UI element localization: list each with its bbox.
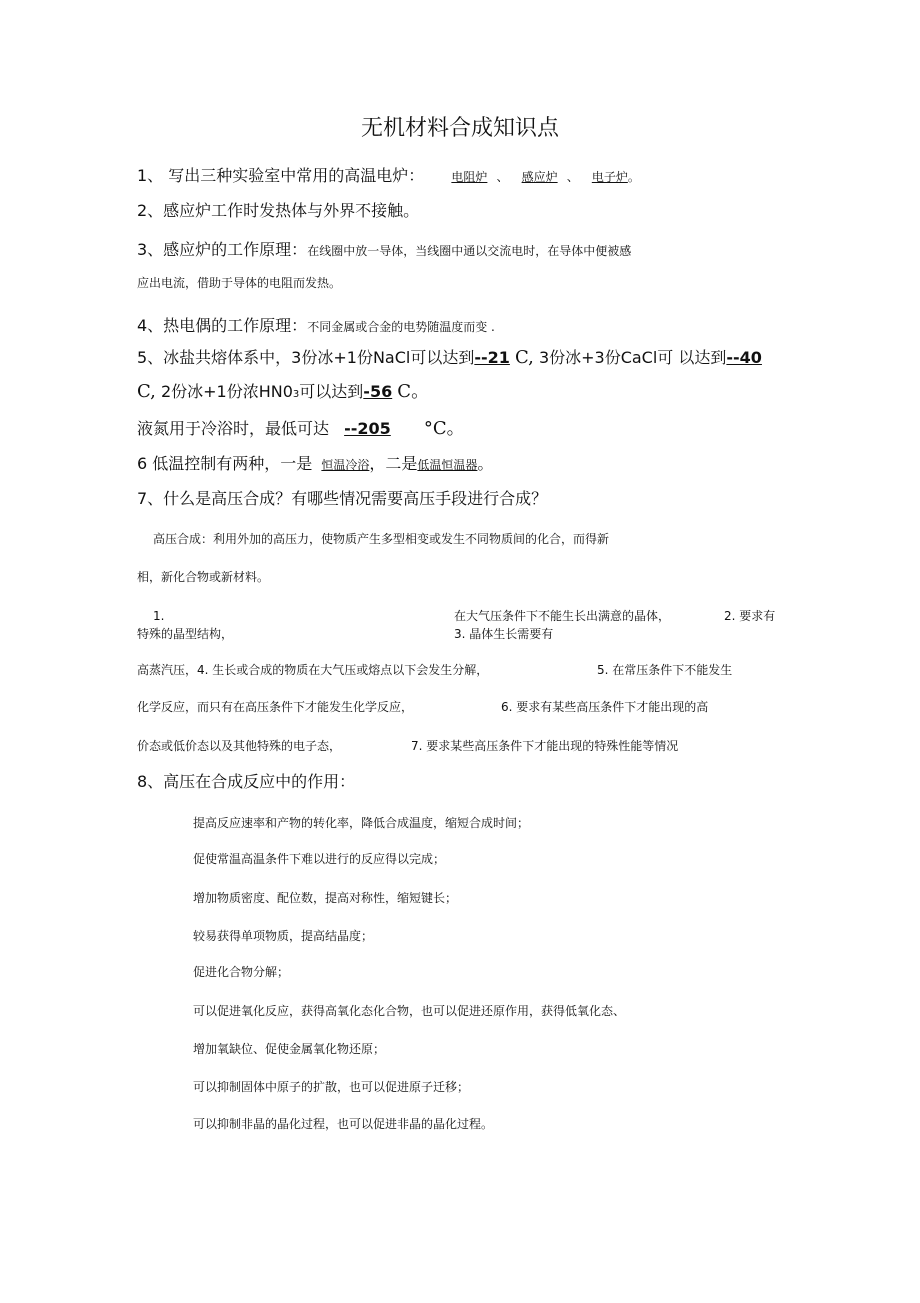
q8-item: 增加氧缺位、促使金属氧化物还原； xyxy=(193,1042,386,1056)
q7-list-5b: 7. 要求某些高压条件下才能出现的特殊性能等情况 xyxy=(411,739,679,753)
q3-line-1 xyxy=(137,240,631,259)
q1-line xyxy=(137,166,640,185)
q5-part-5: 液氮用于冷浴时，最低可达 xyxy=(137,419,330,438)
q5-value-1: --21 xyxy=(474,348,510,367)
q4-line xyxy=(137,316,495,335)
q8-item: 增加物质密度、配位数，提高对称性，缩短键长； xyxy=(193,891,458,905)
q1-answer-1: 电阻炉 xyxy=(451,170,488,184)
q8-heading: 8、高压在合成反应中的作用： xyxy=(137,772,356,791)
q3-line-2: 应出电流，借助于导体的电阻而发热。 xyxy=(137,276,342,290)
q1-sep-1: 、 xyxy=(496,170,509,184)
q4-text: 不同金属或合金的电势随温度而变 . xyxy=(307,320,495,334)
q7-list-5a: 价态或低价态以及其他特殊的电子态， xyxy=(137,739,342,753)
q7-definition-1: 高压合成：利用外加的高压力，使物质产生多型相变或发生不同物质间的化合，而得新 xyxy=(153,532,610,546)
q7-list-3a: 高蒸汽压，4. 生长或合成的物质在大气压或熔点以下会发生分解， xyxy=(137,663,489,677)
q7-list-1a: 1. xyxy=(153,609,165,623)
q1-end: 。 xyxy=(627,170,640,184)
q5-value-3: -56 xyxy=(363,382,393,401)
q6-part-2: ，二是 xyxy=(369,454,418,473)
q6-answer-1: 恒温冷浴 xyxy=(321,458,370,472)
q5-part-4: 可以达到 xyxy=(299,382,364,401)
q8-item: 促使常温高温条件下难以进行的反应得以完成； xyxy=(193,852,446,866)
q6-part-1: 6 低温控制有两种，一是 xyxy=(137,454,313,473)
q5-unit-4: °C。 xyxy=(423,418,465,439)
q5-line-3 xyxy=(137,418,465,440)
q8-item: 可以抑制非晶的晶化过程，也可以促进非晶的晶化过程。 xyxy=(193,1117,494,1131)
q8-item: 促进化合物分解； xyxy=(193,965,290,979)
q4-label: 4、热电偶的工作原理： xyxy=(137,316,308,335)
q2-line: 2、感应炉工作时发热体与外界不接触。 xyxy=(137,201,420,220)
q7-list-4a: 化学反应，而只有在高压条件下才能发生化学反应， xyxy=(137,700,414,714)
q5-line-1 xyxy=(137,347,762,369)
q1-prefix: 1、 写出三种实验室中常用的高温电炉： xyxy=(137,166,425,185)
q5-value-4: --205 xyxy=(344,419,391,438)
q5-line-2 xyxy=(137,381,429,403)
q1-sep-2: 、 xyxy=(566,170,579,184)
q5-part-1: 5、冰盐共熔体系中，3份冰+1份NaCl可以达到 xyxy=(137,348,475,367)
q7-list-2a: 特殊的晶型结构， xyxy=(137,627,234,641)
q7-heading: 7、什么是高压合成？有哪些情况需要高压手段进行合成？ xyxy=(137,489,548,508)
q6-answer-2: 低温恒温器 xyxy=(417,458,478,472)
q5-part-3: 2份冰+1份浓HN0 xyxy=(160,382,293,401)
q8-item: 提高反应速率和产物的转化率，降低合成温度，缩短合成时间； xyxy=(193,816,530,830)
q7-list-1c: 2. 要求有 xyxy=(724,609,776,623)
q3-label: 3、感应炉的工作原理： xyxy=(137,240,308,259)
q3-text-1: 在线圈中放一导体，当线圈中通以交流电时，在导体中便被感 xyxy=(307,244,632,258)
q8-item: 可以促进氧化反应，获得高氧化态化合物，也可以促进还原作用，获得低氧化态、 xyxy=(193,1004,626,1018)
q5-unit-2: C, xyxy=(137,381,156,402)
q1-answer-3: 电子炉 xyxy=(591,170,628,184)
q7-list-4b: 6. 要求有某些高压条件下才能出现的高 xyxy=(501,700,709,714)
q7-list-3b: 5. 在常压条件下不能发生 xyxy=(597,663,733,677)
q8-item: 可以抑制固体中原子的扩散，也可以促进原子迁移； xyxy=(193,1080,470,1094)
q1-answer-2: 感应炉 xyxy=(521,170,558,184)
q5-part-2: 3份冰+3份CaCl可 以达到 xyxy=(538,348,727,367)
q8-item: 较易获得单项物质，提高结晶度； xyxy=(193,929,374,943)
q7-definition-2: 相，新化合物或新材料。 xyxy=(137,570,270,584)
q7-list-1b: 在大气压条件下不能生长出满意的晶体， xyxy=(454,609,671,623)
q5-subscript: 3 xyxy=(292,389,300,400)
q5-unit-3: C。 xyxy=(397,381,430,402)
q5-unit-1: C, xyxy=(514,347,534,368)
q6-end: 。 xyxy=(477,454,494,473)
q7-list-2b: 3. 晶体生长需要有 xyxy=(454,627,554,641)
page-title: 无机材料合成知识点 xyxy=(360,116,559,141)
q6-line xyxy=(137,454,493,473)
q5-value-2: --40 xyxy=(726,348,762,367)
